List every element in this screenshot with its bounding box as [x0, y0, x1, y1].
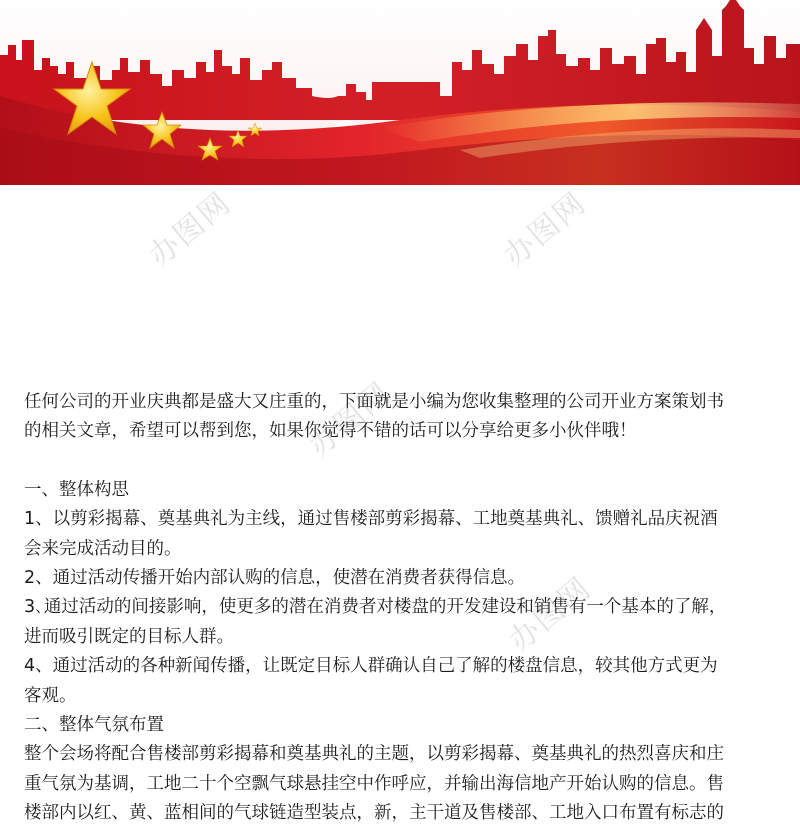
intro-line: 任何公司的开业庆典都是盛大又庄重的，下面就是小编为您收集整理的公司开业方案策划书 — [24, 392, 724, 412]
body-line: 1、以剪彩揭幕、奠基典礼为主线，通过售楼部剪彩揭幕、工地奠基典礼、馈赠礼品庆祝酒 — [24, 509, 718, 530]
header-banner — [0, 0, 800, 185]
body-line: 重气氛为基调，工地二十个空飘气球悬挂空中作呼应，并输出海信地产开始认购的信息。售 — [24, 773, 724, 794]
body-line: 整个会场将配合售楼部剪彩揭幕和奠基典礼的主题，以剪彩揭幕、奠基典礼的热烈喜庆和庄 — [24, 744, 724, 765]
intro-line: 的相关文章，希望可以帮到您，如果你觉得不错的话可以分享给更多小伙伴哦！ — [24, 421, 637, 442]
body-line: 客观。 — [24, 685, 77, 706]
watermark: 办图网 — [497, 185, 594, 274]
body-line: 3､通过活动的间接影响，使更多的潜在消费者对楼盘的开发建设和销售有一个基本的了解， — [24, 597, 727, 618]
article-body — [24, 388, 784, 829]
body-line: 楼部内以红、黄、蓝相间的气球链造型装点，新，主干道及售楼部、工地入口布置有标志的 — [24, 803, 724, 824]
body-line: 2、通过活动传播开始内部认购的信息，使潜在消费者获得信息。 — [24, 568, 526, 589]
body-line: 进而吸引既定的目标人群。 — [24, 626, 234, 647]
watermark: 办图网 — [302, 375, 399, 464]
watermark: 办图网 — [142, 185, 239, 274]
body-line: 会来完成活动目的。 — [24, 538, 182, 559]
body-line: 4、通过活动的各种新闻传播，让既定目标人群确认自己了解的楼盘信息，较其他方式更为 — [24, 656, 718, 677]
section-heading: 二、整体气氛布置 — [24, 715, 164, 736]
watermark: 办图网 — [502, 570, 599, 659]
section-heading: 一、整体构思 — [24, 479, 129, 500]
